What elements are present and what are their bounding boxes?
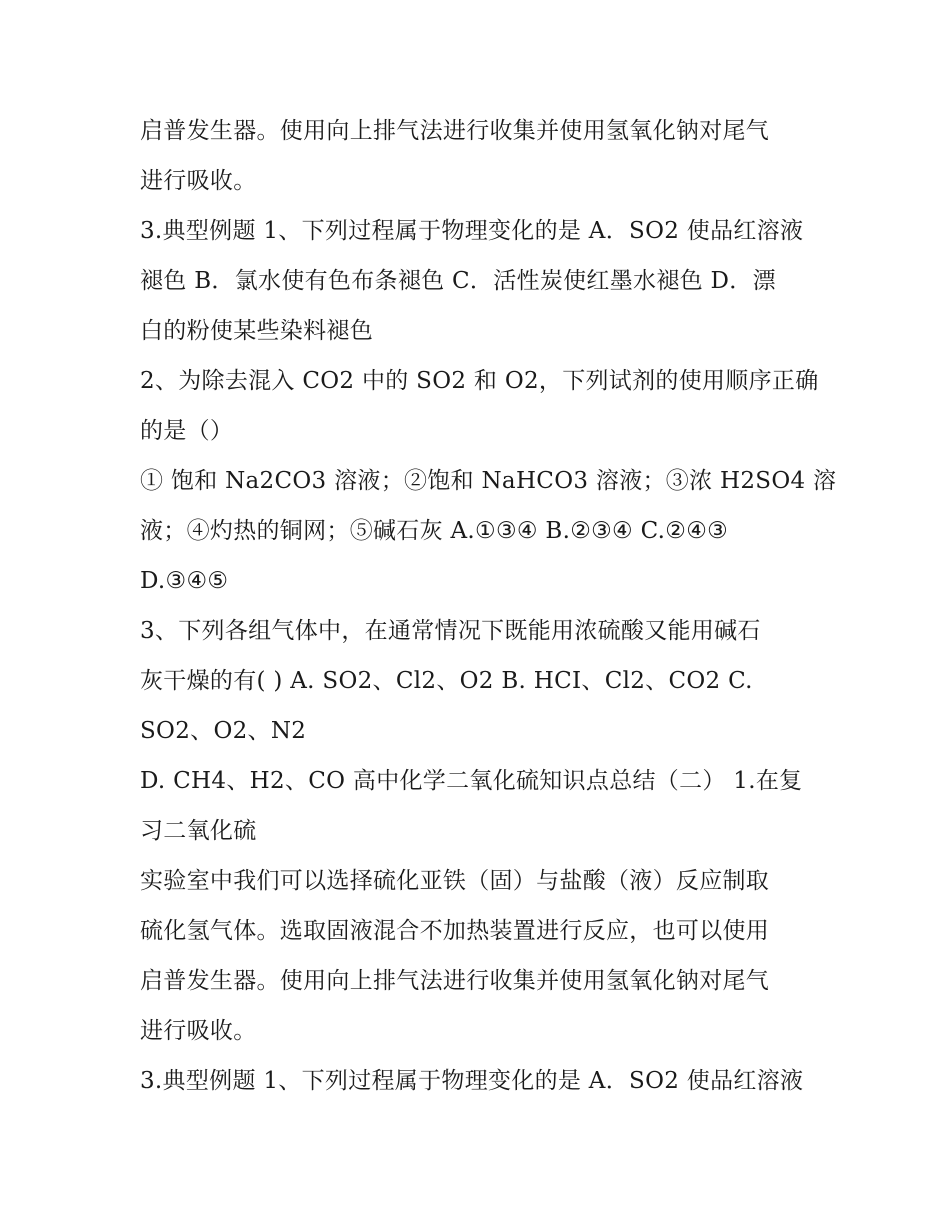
- text-line: 实验室中我们可以选择硫化亚铁（固）与盐酸（液）反应制取: [140, 868, 770, 894]
- text-line: 3.典型例题 1、下列过程属于物理变化的是 A．SO2 使品红溶液: [140, 218, 804, 244]
- text-line: SO2、O2、N2: [140, 718, 307, 744]
- text-line: 3.典型例题 1、下列过程属于物理变化的是 A．SO2 使品红溶液: [140, 1068, 804, 1094]
- text-line: 进行吸收。: [140, 1018, 257, 1044]
- text-line: 液；④灼热的铜网；⑤碱石灰 A.①③④ B.②③④ C.②④③: [140, 518, 729, 544]
- text-line: 进行吸收。: [140, 168, 257, 194]
- text-line: 灰干燥的有( ) A. SO2、Cl2、O2 B. HCI、Cl2、CO2 C.: [140, 668, 753, 694]
- text-line: D.③④⑤: [140, 568, 229, 594]
- text-line: ① 饱和 Na2CO3 溶液；②饱和 NaHCO3 溶液；③浓 H2SO4 溶: [140, 468, 837, 494]
- text-line: 启普发生器。使用向上排气法进行收集并使用氢氧化钠对尾气: [140, 118, 770, 144]
- text-line: 2、为除去混入 CO2 中的 SO2 和 O2，下列试剂的使用顺序正确: [140, 368, 819, 394]
- text-line: 3、下列各组气体中，在通常情况下既能用浓硫酸又能用碱石: [140, 618, 761, 644]
- text-line: 习二氧化硫: [140, 818, 257, 844]
- text-line: 的是（）: [140, 418, 234, 444]
- text-line: 白的粉使某些染料褪色: [140, 318, 373, 344]
- document-body: [140, 106, 837, 1106]
- text-line: 硫化氢气体。选取固液混合不加热装置进行反应，也可以使用: [140, 918, 770, 944]
- text-line: 启普发生器。使用向上排气法进行收集并使用氢氧化钠对尾气: [140, 968, 770, 994]
- text-line: 褪色 B．氯水使有色布条褪色 C．活性炭使红墨水褪色 D．漂: [140, 268, 776, 294]
- text-line: D. CH4、H2、CO 高中化学二氧化硫知识点总结（二） 1.在复: [140, 768, 803, 794]
